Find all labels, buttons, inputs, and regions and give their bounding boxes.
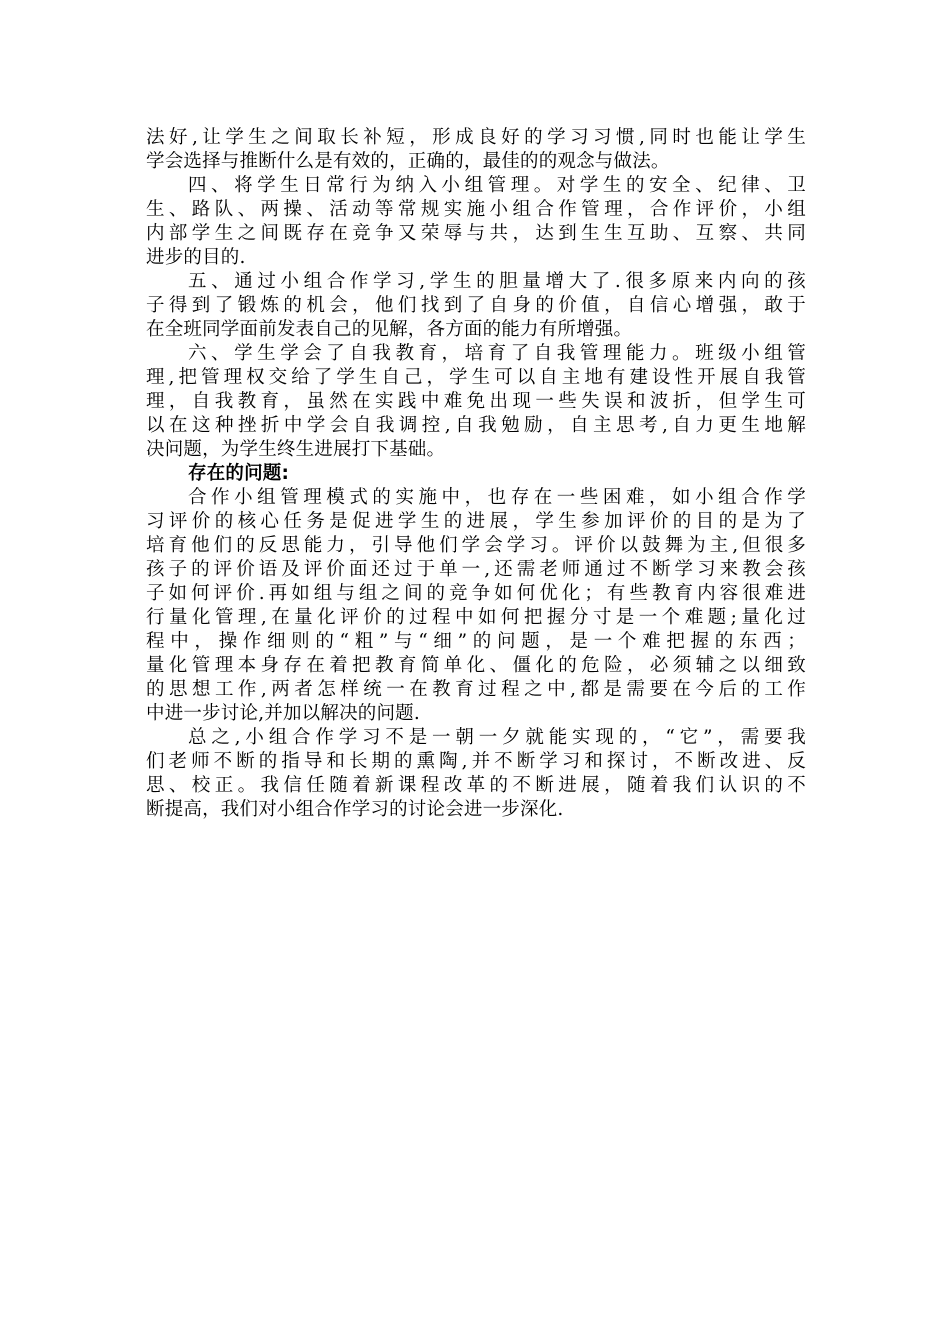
text-line: 总之,小组合作学习不是一朝一夕就能实现的，“它”，需要我: [188, 727, 806, 748]
paragraph-5: [146, 270, 806, 342]
paragraph-problems: [146, 486, 806, 726]
text-line: 的思想工作,两者怎样统一在教育过程之中,都是需要在今后的工作: [146, 679, 806, 700]
section-heading: 存在的问题:: [188, 463, 290, 484]
text-line: 理,把管理权交给了学生自己，学生可以自主地有建设性开展自我管: [146, 367, 806, 388]
text-line: 们老师不断的指导和长期的熏陶,并不断学习和探讨，不断改进、反: [146, 751, 806, 772]
text-line: 子如何评价.再如组与组之间的竞争如何优化；有些教育内容很难进: [146, 583, 806, 604]
paragraph-4: [146, 174, 806, 270]
text-line: 理，自我教育，虽然在实践中难免出现一些失误和波折，但学生可: [146, 391, 806, 412]
text-line: 量化管理本身存在着把教育简单化、僵化的危险，必须辅之以细致: [146, 655, 806, 676]
text-line: 进步的目的.: [146, 247, 246, 268]
text-line: 中进一步讨论,并加以解决的问题.: [146, 703, 420, 724]
text-line: 以在这种挫折中学会自我调控,自我勉励，自主思考,自力更生地解: [146, 415, 806, 436]
paragraph-continuation: [146, 126, 806, 174]
paragraph-conclusion: [146, 726, 806, 822]
text-line: 合作小组管理模式的实施中，也存在一些困难，如小组合作学: [188, 487, 806, 508]
text-line: 决问题，为学生终生进展打下基础。: [146, 439, 446, 460]
text-line: 断提高，我们对小组合作学习的讨论会进一步深化.: [146, 799, 564, 820]
text-line: 生、路队、两操、活动等常规实施小组合作管理，合作评价，小组: [146, 199, 806, 220]
text-line: 学会选择与推断什么是有效的，正确的，最佳的的观念与做法。: [146, 151, 670, 172]
text-line: 培育他们的反思能力，引导他们学会学习。评价以鼓舞为主,但很多: [146, 535, 806, 556]
text-line: 五、通过小组合作学习,学生的胆量增大了.很多原来内向的孩: [188, 271, 806, 292]
text-line: 四、将学生日常行为纳入小组管理。对学生的安全、纪律、卫: [188, 175, 806, 196]
text-line: 法好,让学生之间取长补短，形成良好的学习习惯,同时也能让学生: [146, 127, 806, 148]
paragraph-6: [146, 342, 806, 462]
document-body: [146, 126, 806, 822]
text-line: 思、校正。我信任随着新课程改革的不断进展，随着我们认识的不: [146, 775, 806, 796]
text-line: 习评价的核心任务是促进学生的进展，学生参加评价的目的是为了: [146, 511, 806, 532]
text-line: 内部学生之间既存在竞争又荣辱与共，达到生生互助、互察、共同: [146, 223, 806, 244]
text-line: 程中，操作细则的“粗”与“细”的问题，是一个难把握的东西；: [146, 631, 806, 652]
text-line: 六、学生学会了自我教育，培育了自我管理能力。班级小组管: [188, 343, 806, 364]
text-line: 行量化管理,在量化评价的过程中如何把握分寸是一个难题;量化过: [146, 607, 806, 628]
text-line: 孩子的评价语及评价面还过于单一,还需老师通过不断学习来教会孩: [146, 559, 806, 580]
text-line: 子得到了锻炼的机会，他们找到了自身的价值，自信心增强，敢于: [146, 295, 806, 316]
text-line: 在全班同学面前发表自己的见解，各方面的能力有所增强。: [146, 319, 633, 340]
